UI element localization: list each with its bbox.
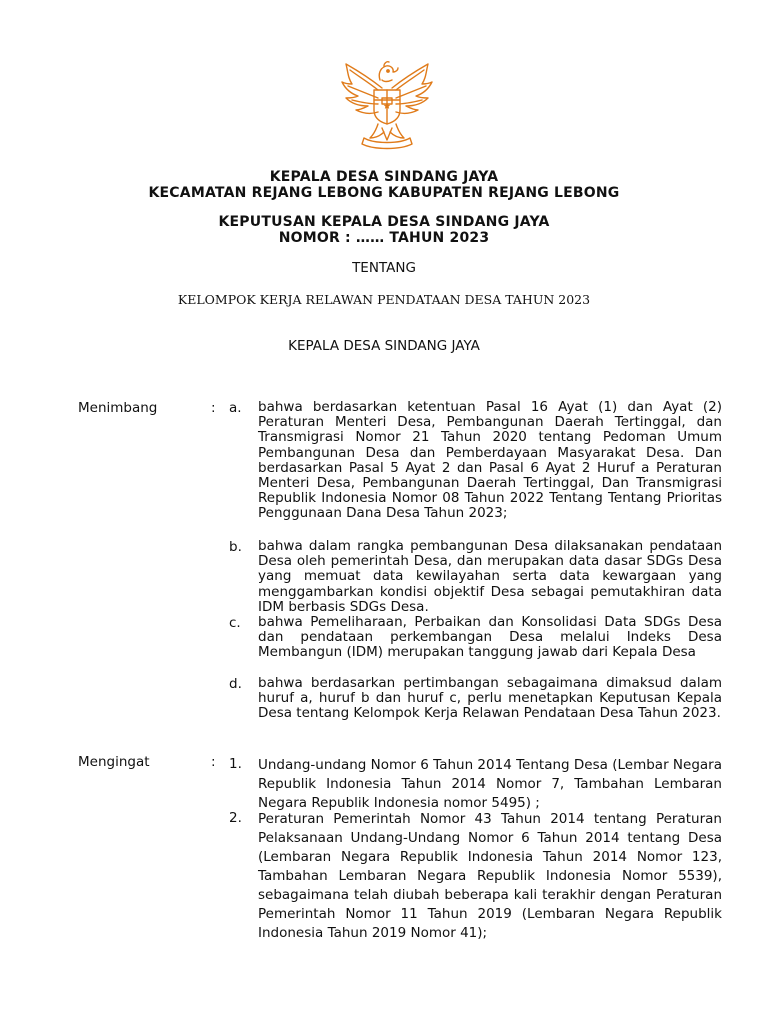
- mengingat-colon: :: [211, 754, 216, 770]
- header-village-head: KEPALA DESA SINDANG JAYA: [269, 169, 499, 185]
- item-text: bahwa dalam rangka pembangunan Desa dilaksanakan pendataan Desa oleh pemerintah Desa, dan merupakan data dasar SDGs Desa yang memuat data kewilayahan serta data kewargaan yang menggambarkan kondisi objektif Desa sebagai pemutakhiran data IDM berbasis SDGs Desa.: [258, 538, 722, 615]
- item-text: bahwa Pemeliharaan, Perbaikan dan Konsolidasi Data SDGs Desa dan pendataan perkembangan Desa melalui Indeks Desa Membangun (IDM) merupakan tanggung jawab dari Kepala Desa: [258, 614, 722, 661]
- item-marker: 1.: [229, 756, 242, 772]
- item-text: Undang-undang Nomor 6 Tahun 2014 Tentang Desa (Lembar Negara Republik Indonesia Tahun 2014 Nomor 7, Tambahan Lembaran Negara Republik Indonesia nomor 5495) ;: [258, 757, 722, 811]
- item-marker: 2.: [229, 810, 242, 826]
- decree-subject: KELOMPOK KERJA RELAWAN PENDATAAN DESA TAHUN 2023: [177, 292, 591, 307]
- decree-number: NOMOR : …… TAHUN 2023: [278, 230, 490, 246]
- menimbang-label: Menimbang: [78, 400, 158, 416]
- mengingat-label: Mengingat: [78, 754, 150, 770]
- item-marker: a.: [229, 400, 242, 416]
- item-text: bahwa berdasarkan pertimbangan sebagaimana dimaksud dalam huruf a, huruf b dan huruf c, perlu menetapkan Keputusan Kepala Desa tentang Kelompok Kerja Relawan Pendataan Desa Tahun 2023.: [258, 675, 722, 722]
- authority-heading: KEPALA DESA SINDANG JAYA: [288, 338, 480, 354]
- item-marker: b.: [229, 539, 242, 555]
- tentang-label: TENTANG: [352, 260, 416, 276]
- item-marker: c.: [229, 615, 241, 631]
- garuda-emblem-icon: [338, 58, 436, 150]
- item-text: bahwa berdasarkan ketentuan Pasal 16 Ayat (1) dan Ayat (2) Peraturan Menteri Desa, Pembangunan Daerah Tertinggal, dan Transmigrasi Nomor 21 Tahun 2020 tentang Pedoman Umum Pembangunan Desa dan Pemberdayaan Masyarakat Desa. Dan berdasarkan Pasal 5 Ayat 2 dan Pasal 6 Ayat 2 Huruf a Peraturan Menteri Desa, Pembangunan Daerah Tertinggal, Dan Transmigrasi Republik Indonesia Nomor 08 Tahun 2022 Tentang Tentang Prioritas Penggunaan Dana Desa Tahun 2023;: [258, 399, 722, 522]
- menimbang-colon: :: [211, 400, 216, 416]
- item-marker: d.: [229, 676, 242, 692]
- decree-title: KEPUTUSAN KEPALA DESA SINDANG JAYA: [218, 214, 550, 230]
- header-district: KECAMATAN REJANG LEBONG KABUPATEN REJANG LEBONG: [148, 185, 620, 201]
- item-text: Peraturan Pemerintah Nomor 43 Tahun 2014 tentang Peraturan Pelaksanaan Undang-Undang Nomor 6 Tahun 2014 tentang Desa (Lembaran Negara Republik Indonesia Tahun 2014 Nomor 123, Tambahan Lembaran Negara Republik Indonesia Nomor 5539), sebagaimana telah diubah beberapa kali terakhir dengan Peraturan Pemerintah Nomor 11 Tahun 2019 (Lembaran Negara Republik Indonesia Tahun 2019 Nomor 41);: [258, 811, 722, 941]
